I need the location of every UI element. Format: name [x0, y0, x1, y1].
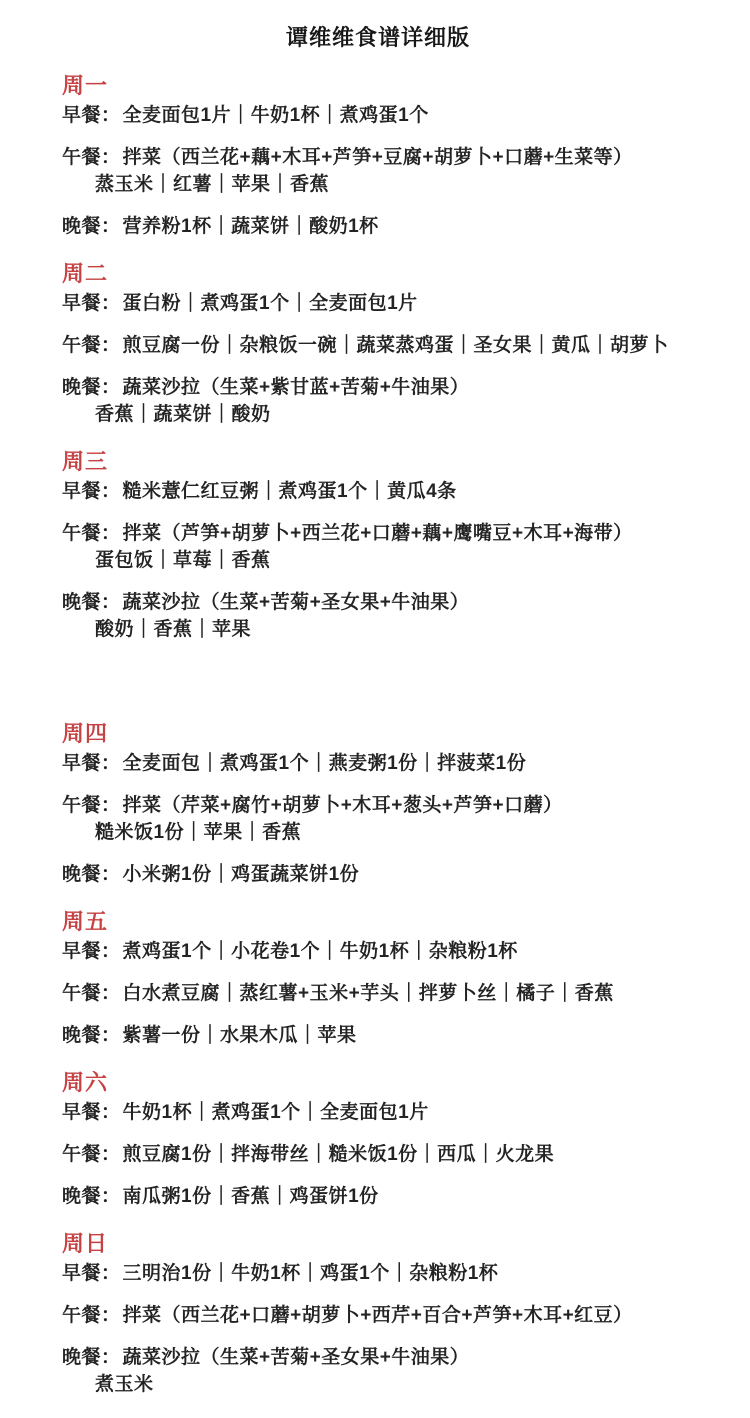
meal-label: 午餐：: [62, 795, 121, 816]
meal-label: 早餐：: [62, 481, 121, 502]
meal-first-line: [62, 589, 694, 616]
meal-row: [62, 1183, 694, 1210]
meal-label: 早餐：: [62, 753, 121, 774]
meal-text: 煮鸡蛋1个｜小花卷1个｜牛奶1杯｜杂粮粉1杯: [122, 941, 518, 962]
meal-row: [62, 290, 694, 317]
meal-text: 煎豆腐1份｜拌海带丝｜糙米饭1份｜西瓜｜火龙果: [122, 1144, 555, 1165]
meal-label: 晚餐：: [62, 592, 121, 613]
meal-text: 糙米薏仁红豆粥｜煮鸡蛋1个｜黄瓜4条: [122, 481, 457, 502]
meal-row: [62, 374, 694, 428]
meal-label: 午餐：: [62, 147, 121, 168]
meal-text: 拌菜（西兰花+口蘑+胡萝卜+西芹+百合+芦笋+木耳+红豆）: [122, 1305, 633, 1326]
meal-first-line: [62, 332, 694, 359]
meal-row: [62, 1344, 694, 1398]
meal-label: 早餐：: [62, 941, 121, 962]
meal-label: 晚餐：: [62, 1347, 121, 1368]
day-section: [62, 909, 694, 1049]
meal-text: 蛋白粉｜煮鸡蛋1个｜全麦面包1片: [122, 293, 418, 314]
meal-list: [62, 1099, 694, 1210]
meal-label: 午餐：: [62, 523, 121, 544]
meal-label: 早餐：: [62, 293, 121, 314]
meal-label: 午餐：: [62, 983, 121, 1004]
meal-text: 白水煮豆腐｜蒸红薯+玉米+芋头｜拌萝卜丝｜橘子｜香蕉: [122, 983, 614, 1004]
meal-row: [62, 478, 694, 505]
day-header: 周四: [62, 721, 109, 746]
day-section: [62, 261, 694, 428]
meal-text: 蔬菜沙拉（生菜+紫甘蓝+苦菊+牛油果）: [122, 377, 470, 398]
meal-text: 拌菜（芦笋+胡萝卜+西兰花+口蘑+藕+鹰嘴豆+木耳+海带）: [122, 523, 633, 544]
meal-row: [62, 144, 694, 198]
meal-text: 小米粥1份｜鸡蛋蔬菜饼1份: [122, 864, 360, 885]
meal-first-line: [62, 102, 694, 129]
meal-text: 营养粉1杯｜蔬菜饼｜酸奶1杯: [122, 216, 379, 237]
meal-first-line: [62, 374, 694, 401]
meal-label: 晚餐：: [62, 1025, 121, 1046]
day-section: [62, 1070, 694, 1210]
meal-first-line: [62, 1344, 694, 1371]
meal-label: 晚餐：: [62, 1186, 121, 1207]
meal-first-line: [62, 1099, 694, 1126]
meal-first-line: [62, 861, 694, 888]
meal-first-line: [62, 980, 694, 1007]
day-header: 周五: [62, 909, 109, 934]
meal-continuation-line: 煮玉米: [95, 1374, 154, 1395]
day-section: [62, 721, 694, 888]
meal-label: 晚餐：: [62, 864, 121, 885]
meal-row: [62, 102, 694, 129]
day-header: 周三: [62, 449, 109, 474]
meal-row: [62, 520, 694, 574]
meal-label: 午餐：: [62, 1305, 121, 1326]
meal-text: 牛奶1杯｜煮鸡蛋1个｜全麦面包1片: [122, 1102, 429, 1123]
day-header: 周二: [62, 261, 109, 286]
meal-text: 拌菜（西兰花+藕+木耳+芦笋+豆腐+胡萝卜+口蘑+生菜等）: [122, 147, 633, 168]
meal-first-line: [62, 750, 694, 777]
meal-first-line: [62, 144, 694, 171]
meal-text: 拌菜（芹菜+腐竹+胡萝卜+木耳+葱头+芦笋+口蘑）: [122, 795, 563, 816]
meal-row: [62, 213, 694, 240]
meal-text: 全麦面包1片｜牛奶1杯｜煮鸡蛋1个: [122, 105, 429, 126]
meal-row: [62, 332, 694, 359]
meal-label: 午餐：: [62, 335, 121, 356]
meal-label: 早餐：: [62, 1102, 121, 1123]
day-section: [62, 1231, 694, 1398]
days: [62, 73, 694, 1398]
meal-row: [62, 750, 694, 777]
meal-continuation-line: 酸奶｜香蕉｜苹果: [95, 619, 252, 640]
meal-list: [62, 938, 694, 1049]
meal-row: [62, 1099, 694, 1126]
meal-label: 晚餐：: [62, 216, 121, 237]
meal-row: [62, 1302, 694, 1329]
meal-row: [62, 589, 694, 643]
meal-list: [62, 750, 694, 888]
meal-text: 南瓜粥1份｜香蕉｜鸡蛋饼1份: [122, 1186, 379, 1207]
meal-row: [62, 1022, 694, 1049]
meal-continuation-line: 蛋包饭｜草莓｜香蕉: [95, 550, 271, 571]
meal-first-line: [62, 1141, 694, 1168]
meal-first-line: [62, 938, 694, 965]
meal-first-line: [62, 520, 694, 547]
meal-continuation-line: 糙米饭1份｜苹果｜香蕉: [95, 822, 302, 843]
meal-text: 三明治1份｜牛奶1杯｜鸡蛋1个｜杂粮粉1杯: [122, 1263, 499, 1284]
meal-row: [62, 938, 694, 965]
meal-label: 早餐：: [62, 105, 121, 126]
meal-list: [62, 290, 694, 428]
meal-text: 蔬菜沙拉（生菜+苦菊+圣女果+牛油果）: [122, 1347, 470, 1368]
meal-label: 早餐：: [62, 1263, 121, 1284]
meal-row: [62, 792, 694, 846]
meal-row: [62, 1141, 694, 1168]
meal-list: [62, 1260, 694, 1398]
meal-first-line: [62, 213, 694, 240]
day-header: 周六: [62, 1070, 109, 1095]
meal-text: 全麦面包｜煮鸡蛋1个｜燕麦粥1份｜拌菠菜1份: [122, 753, 527, 774]
meal-first-line: [62, 1183, 694, 1210]
meal-first-line: [62, 792, 694, 819]
day-header: 周一: [62, 73, 109, 98]
meal-row: [62, 861, 694, 888]
meal-list: [62, 102, 694, 240]
meal-row: [62, 1260, 694, 1287]
meal-text: 紫薯一份｜水果木瓜｜苹果: [122, 1025, 357, 1046]
meal-first-line: [62, 1260, 694, 1287]
meal-first-line: [62, 290, 694, 317]
meal-first-line: [62, 1302, 694, 1329]
meal-label: 晚餐：: [62, 377, 121, 398]
meal-list: [62, 478, 694, 643]
meal-first-line: [62, 478, 694, 505]
day-section: [62, 73, 694, 240]
meal-text: 煎豆腐一份｜杂粮饭一碗｜蔬菜蒸鸡蛋｜圣女果｜黄瓜｜胡萝卜: [122, 335, 669, 356]
day-section: [62, 449, 694, 643]
day-header: 周日: [62, 1231, 109, 1256]
meal-continuation-line: 香蕉｜蔬菜饼｜酸奶: [95, 404, 271, 425]
meal-row: [62, 980, 694, 1007]
meal-text: 蔬菜沙拉（生菜+苦菊+圣女果+牛油果）: [122, 592, 470, 613]
meal-label: 午餐：: [62, 1144, 121, 1165]
page-title: 谭维维食谱详细版: [285, 25, 470, 50]
meal-first-line: [62, 1022, 694, 1049]
meal-continuation-line: 蒸玉米｜红薯｜苹果｜香蕉: [95, 174, 330, 195]
